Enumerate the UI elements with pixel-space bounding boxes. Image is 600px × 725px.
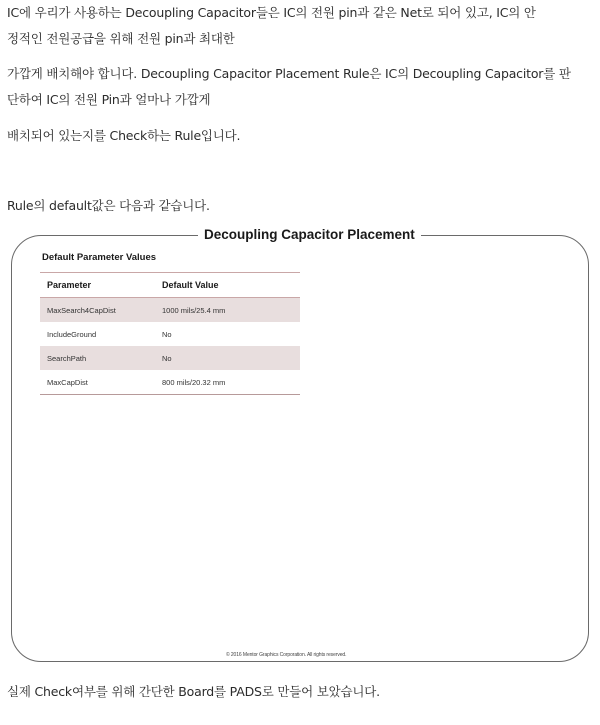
paragraph-line-2: 정적인 전원공급을 위해 전원 pin과 최대한 [7,31,235,46]
parameter-table [40,272,300,395]
section-title: Default Parameter Values [42,252,157,263]
figure-title: Decoupling Capacitor Placement [198,226,421,244]
paragraph-line-1: IC에 우리가 사용하는 Decoupling Capacitor들은 IC의 전원 pin과 같은 Net로 되어 있고, IC의 안 [7,5,536,20]
cell-value: 1000 mils/25.4 mm [155,298,300,323]
table-header-row [40,273,300,298]
cell-parameter: SearchPath [40,346,155,370]
table-row [40,346,300,370]
paragraph-line-4: 단하여 IC의 전원 Pin과 얼마나 가깝게 [7,92,211,107]
header-default-value: Default Value [155,273,300,298]
cell-parameter: IncludeGround [47,329,97,339]
table-row [40,370,300,395]
cell-value: 800 mils/20.32 mm [155,370,300,395]
cell-parameter: MaxSearch4CapDist [40,298,155,323]
paragraph-line-6: Rule의 default값은 다음과 같습니다. [7,198,210,213]
cell-value: No [155,346,300,370]
cell-value: No [162,329,172,339]
table-row [40,322,300,346]
table-row [40,298,300,323]
header-parameter: Parameter [40,273,155,298]
cell-parameter: MaxCapDist [40,370,155,395]
paragraph-line-5: 배치되어 있는지를 Check하는 Rule입니다. [7,128,241,143]
copyright-notice: © 2016 Mentor Graphics Corporation. All rights reserved. [226,652,347,658]
paragraph-line-3: 가깝게 배치해야 합니다. Decoupling Capacitor Placement Rule은 IC의 Decoupling Capacitor를 판 [7,66,571,81]
closing-paragraph: 실제 Check여부를 위해 간단한 Board를 PADS로 만들어 보았습니다. [7,684,380,699]
